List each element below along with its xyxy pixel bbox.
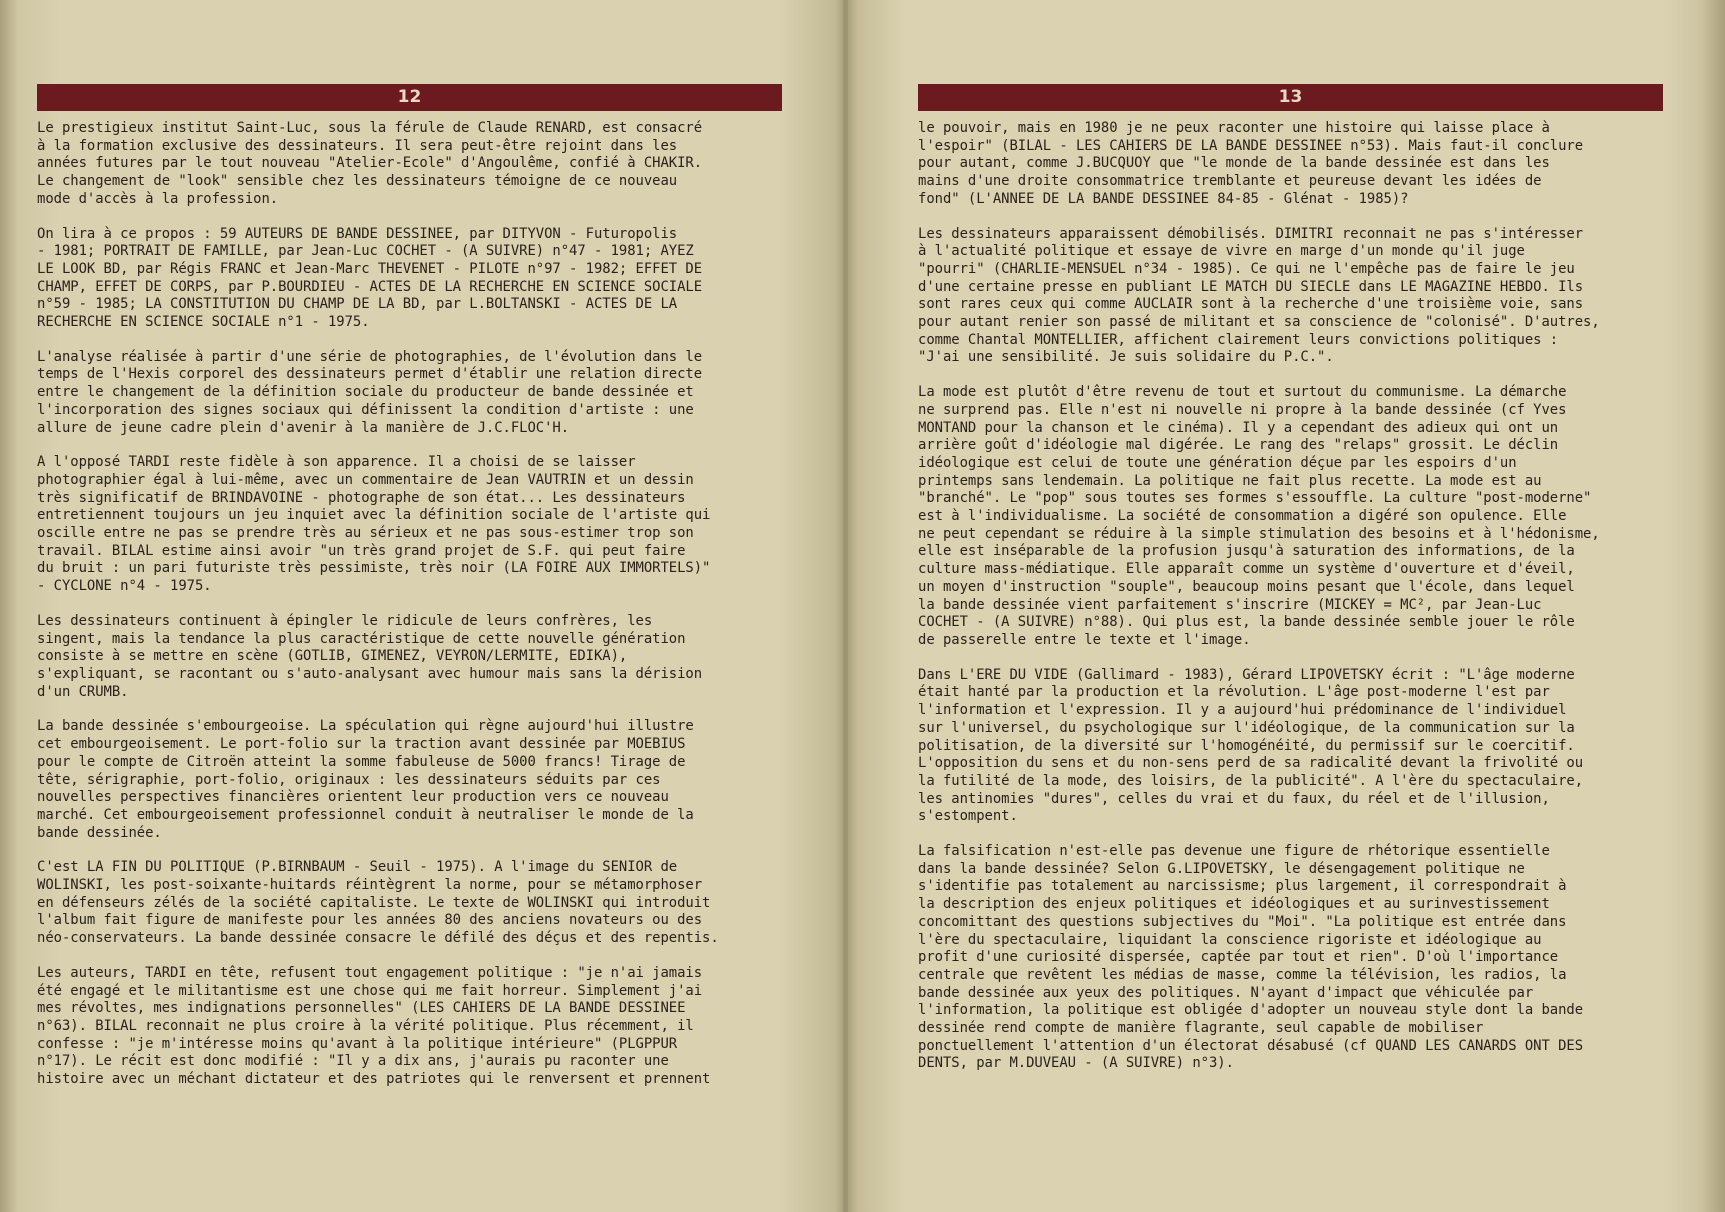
paragraph: Les dessinateurs apparaissent démobilisés. DIMITRI reconnait ne pas s'intéresser à l'actualité politique et essaye de vivre en marge d'un monde qu'il juge "pourri" (CHARLIE-MENSUEL n°34 - 1985). Ce qui ne l'empêche pas de faire le jeu d'une certaine presse en publiant LE MATCH DU SIECLE dans LE MAGAZINE HEBDO. Ils sont rares ceux qui comme AUCLAIR sont à la recherche d'une troisième voie, sans pour autant renier son passé de militant et sa conscience de "colonisé". D'autres, comme Chantal MONTELLIER, affichent clairement leurs convictions politiques : "J'ai une sensibilité. Je suis solidaire du P.C.". [918,225,1600,366]
paragraph: Les dessinateurs continuent à épingler le ridicule de leurs confrères, les singent, mais la tendance la plus caractéristique de cette nouvelle génération consiste à se mettre en scène (GOTLIB, GIMENEZ, VEYRON/LERMITE, EDIKA), s'expliquant, se racontant ou s'auto-analysant avec humour mais sans la dérision d'un CRUMB. [37,612,703,700]
right-page [918,84,1663,1194]
left-page-body [37,120,782,1089]
paragraph: Le prestigieux institut Saint-Luc, sous la férule de Claude RENARD, est consacré à la formation exclusive des dessinateurs. Il sera peut-être rejoint dans les années futures par le tout nouveau "Atelier-Ecole" d'Angoulême, confié à CHAKIR. Le changement de "look" sensible chez les dessinateurs témoigne de ce nouveau mode d'accès à la profession. [37,120,703,207]
paragraph: L'analyse réalisée à partir d'une série de photographies, de l'évolution dans le temps de l'Hexis corporel des dessinateurs permet d'établir une relation directe entre le changement de la définition sociale du producteur de bande dessinée et l'incorporation des signes sociaux qui définissent la condition d'artiste : une allure de jeune cadre plein d'avenir à la manière de J.C.FLOC'H. [37,348,703,436]
paragraph: On lira à ce propos : 59 AUTEURS DE BANDE DESSINEE, par DITYVON - Futuropolis - 1981; PORTRAIT DE FAMILLE, par Jean-Luc COCHET - (A SUIVRE) n°47 - 1981; AYEZ LE LOOK BD, par Régis FRANC et Jean-Marc THEVENET - PILOTE n°97 - 1982; EFFET DE CHAMP, EFFET DE CORPS, par P.BOURDIEU - ACTES DE LA RECHERCHE EN SCIENCE SOCIALE n°59 - 1985; LA CONSTITUTION DU CHAMP DE LA BD, par L.BOLTANSKI - ACTES DE LA RECHERCHE EN SCIENCE SOCIALE n°1 - 1975. [37,225,703,331]
paragraph: C'est LA FIN DU POLITIQUE (P.BIRNBAUM - Seuil - 1975). A l'image du SENIOR de WOLINSKI, les post-soixante-huitards réintègrent la norme, pour se métamorphoser en défenseurs zélés de la société capitaliste. Le texte de WOLINSKI qui introduit l'album fait figure de manifeste pour les années 80 des anciens novateurs ou des néo-conservateurs. La bande dessinée consacre le défilé des déçus et des repentis. [37,859,719,947]
left-page [37,84,782,1194]
page-number-header [918,84,1663,111]
page-number: 12 [397,87,422,107]
paragraph: La mode est plutôt d'être revenu de tout et surtout du communisme. La démarche ne surprend pas. Elle n'est ni nouvelle ni propre à la bande dessinée (cf Yves MONTAND pour la chanson et le cinéma). Il y a cependant des adieux qui ont un arrière goût d'idéologie mal digérée. Le rang des "relaps" grossit. Le déclin idéologique est celui de toute une génération déçue par les espoirs d'un printemps sans lendemain. La politique ne fait plus recette. La mode est au "branché". Le "pop" sous toutes ses formes s'essouffle. La culture "post-moderne" est à l'individualisme. La société de consommation a digéré son opulence. Elle ne peut cependant se réduire à la simple stimulation des besoins et à l'hédonisme, elle est inséparable de la profusion jusqu'à saturation des informations, de la culture mass-médiatique. Elle apparaît comme un système d'ouverture et d'éveil, un moyen d'instruction "souple", beaucoup moins pesant que l'école, dans lequel la bande dessinée vient parfaitement s'inscrire (MICKEY = MC², par Jean-Luc COCHET - (A SUIVRE) n°88). Qui plus est, la bande dessinée semble jouer le rôle de passerelle entre le texte et l'image. [918,384,1600,648]
paragraph: La bande dessinée s'embourgeoise. La spéculation qui règne aujourd'hui illustre cet embourgeoisement. Le port-folio sur la traction avant dessinée par MOEBIUS pour le compte de Citroën atteint la somme fabuleuse de 5000 francs! Tirage de tête, sérigraphie, port-folio, originaux : les dessinateurs séduits par ces nouvelles perspectives financières orientent leur production vers ce nouveau marché. Cet embourgeoisement professionnel conduit à neutraliser le monde de la bande dessinée. [37,718,694,841]
page-number-header [37,84,782,111]
paragraph: A l'opposé TARDI reste fidèle à son apparence. Il a choisi de se laisser photographier égal à lui-même, avec un commentaire de Jean VAUTRIN et un dessin très significatif de BRINDAVOINE - photographe de son état... Les dessinateurs entretiennent toujours un jeu inquiet avec la définition sociale de l'artiste qui oscille entre ne pas se prendre très au sérieux et ne pas sous-estimer trop son travail. BILAL estime ainsi avoir "un très grand projet de S.F. qui peut faire du bruit : un pari futuriste très pessimiste, très noir (LA FOIRE AUX IMMORTELS)" - CYCLONE n°4 - 1975. [37,454,711,595]
paragraph: Dans L'ERE DU VIDE (Gallimard - 1983), Gérard LIPOVETSKY écrit : "L'âge moderne était hanté par la production et la révolution. L'âge post-moderne l'est par l'information et l'expression. Il y a aujourd'hui prédominance de l'individuel sur l'universel, du psychologique sur l'idéologique, de la communication sur la politisation, de la diversité sur l'homogénéité, du permissif sur le coercitif. L'opposition du sens et du non-sens perd de sa radicalité devant la frivolité ou la futilité de la mode, des loisirs, de la publicité". A l'ère du spectaculaire, les antinomies "dures", celles du vrai et du faux, du réel et de l'illusion, s'estompent. [918,666,1584,825]
paragraph: le pouvoir, mais en 1980 je ne peux raconter une histoire qui laisse place à l'espoir" (BILAL - LES CAHIERS DE LA BANDE DESSINEE n°53). Mais faut-il conclure pour autant, comme J.BUCQUOY que "le monde de la bande dessinée est dans les mains d'une droite consommatrice tremblante et peureuse devant les idées de fond" (L'ANNEE DE LA BANDE DESSINEE 84-85 - Glénat - 1985)? [918,120,1584,207]
page-number: 13 [1278,87,1303,107]
right-page-body [918,120,1663,1073]
book-spine [843,0,848,1212]
paragraph: Les auteurs, TARDI en tête, refusent tout engagement politique : "je n'ai jamais été engagé et le militantisme est une chose qui me fait horreur. Simplement j'ai mes révoltes, mes indignations personnelles" (LES CAHIERS DE LA BANDE DESSINEE n°63). BILAL reconnait ne plus croire à la vérité politique. Plus récemment, il confesse : "je m'intéresse moins qu'avant à la politique intérieure" (PLGPPUR n°17). Le récit est donc modifié : "Il y a dix ans, j'aurais pu raconter une histoire avec un méchant dictateur et des patriotes qui le renversent et prennent [37,964,711,1088]
paragraph: La falsification n'est-elle pas devenue une figure de rhétorique essentielle dans la bande dessinée? Selon G.LIPOVETSKY, le désengagement politique ne s'identifie pas totalement au narcissisme; plus largement, il correspondrait à la description des enjeux politiques et idéologiques et au surinvestissement concomittant des questions subjectives du "Moi". "La politique est entrée dans l'ère du spectaculaire, liquidant la conscience rigoriste et idéologique au profit d'une curiosité dispersée, captée par tout et rien". D'où l'importance centrale que revêtent les médias de masse, comme la télévision, les radios, la bande dessinée aux yeux des politiques. N'ayant d'impact que véhiculée par l'information, la politique est obligée d'adopter un nouveau style dont la bande dessinée rend compte de manière flagrante, seul capable de mobiliser ponctuellement l'attention d'un électorat désabusé (cf QUAND LES CANARDS ONT DES DENTS, par M.DUVEAU - (A SUIVRE) n°3). [918,843,1584,1072]
